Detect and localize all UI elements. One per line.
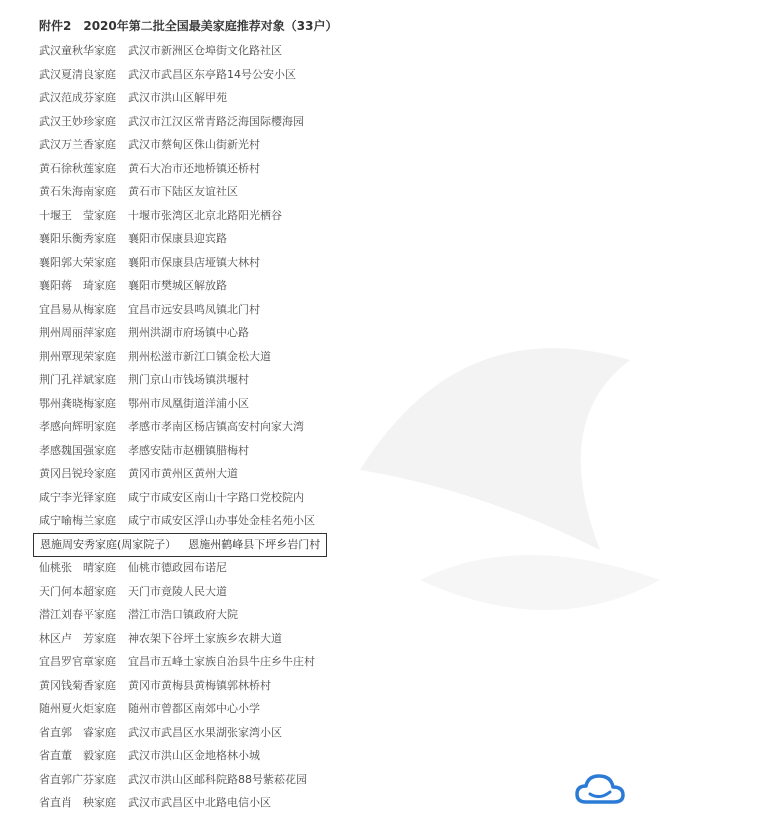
list-item (39, 321, 327, 345)
family-address: 宜昌市远安县鸣凤镇北门村 (128, 302, 260, 316)
family-address: 随州市曾都区南郊中心小学 (128, 702, 260, 715)
list-item (39, 180, 327, 204)
family-address: 荆州洪湖市府场镇中心路 (128, 326, 249, 339)
family-address: 潜江市浩口镇政府大院 (128, 608, 238, 621)
family-name: 黄石徐秋莲家庭 (39, 161, 116, 175)
family-address: 荆门京山市钱场镇洪堰村 (128, 373, 249, 386)
family-name: 林区卢 芳家庭 (39, 631, 116, 645)
background-watermark (300, 250, 720, 670)
family-name: 鄂州龚晓梅家庭 (39, 396, 116, 410)
family-address: 武汉市武昌区水果湖张家湾小区 (128, 725, 282, 739)
list-item-highlighted (39, 533, 327, 557)
list-item (39, 768, 327, 792)
cloud-icon (574, 770, 626, 810)
family-name: 黄冈钱菊香家庭 (39, 678, 116, 692)
family-name: 襄阳乐衡秀家庭 (39, 232, 116, 245)
family-address: 神农架下谷坪土家族乡农耕大道 (128, 631, 282, 645)
list-item (39, 63, 327, 87)
family-address: 仙桃市德政园布诺尼 (128, 561, 227, 574)
family-address: 天门市竟陵人民大道 (128, 584, 227, 598)
family-address: 黄石市下陆区友谊社区 (128, 185, 238, 198)
list-item (39, 368, 327, 392)
list-item (39, 415, 327, 439)
family-address: 黄冈市黄州区黄州大道 (128, 467, 238, 480)
family-address: 咸宁市咸安区南山十字路口党校院内 (128, 490, 304, 504)
list-item (39, 650, 327, 674)
family-name: 孝感魏国强家庭 (39, 443, 116, 457)
family-name: 潜江刘春平家庭 (39, 608, 116, 621)
family-name: 省直郭广芬家庭 (39, 772, 116, 786)
family-address: 武汉市洪山区邮科院路88号紫菘花园 (128, 772, 307, 786)
family-address: 襄阳市樊城区解放路 (128, 279, 227, 292)
family-address: 黄冈市黄梅县黄梅镇郭林桥村 (128, 678, 271, 692)
list-item (39, 86, 327, 110)
family-address: 鄂州市凤凰街道洋浦小区 (128, 396, 249, 410)
list-item (39, 157, 327, 181)
family-name: 宜昌易从梅家庭 (39, 302, 116, 316)
family-name: 省直董 毅家庭 (39, 749, 116, 762)
family-address: 武汉市洪山区解甲苑 (128, 91, 227, 104)
list-item (39, 580, 327, 604)
family-list (39, 39, 327, 815)
list-item (39, 204, 327, 228)
family-name: 天门何本超家庭 (39, 584, 116, 598)
list-item (39, 486, 327, 510)
list-item (39, 509, 327, 533)
family-name: 武汉王妙珍家庭 (39, 114, 116, 128)
family-name: 随州夏火炬家庭 (39, 702, 116, 715)
list-item (39, 251, 327, 275)
family-name: 襄阳蒋 琦家庭 (39, 279, 116, 292)
document-title: 附件2 2020年第二批全国最美家庭推荐对象（33户） (39, 19, 338, 33)
family-name: 仙桃张 晴家庭 (39, 561, 116, 574)
list-item (39, 227, 327, 251)
list-item (39, 133, 327, 157)
family-name: 武汉范成芬家庭 (39, 91, 116, 104)
family-address: 武汉市武昌区中北路电信小区 (128, 796, 271, 809)
family-name: 十堰王 莹家庭 (39, 208, 116, 222)
list-item (39, 462, 327, 486)
list-item (39, 274, 327, 298)
family-name: 咸宁李光铎家庭 (39, 490, 116, 504)
list-item (39, 556, 327, 580)
family-address: 武汉市洪山区金地格林小城 (128, 749, 260, 762)
family-address: 武汉市新洲区仓埠街文化路社区 (128, 44, 282, 57)
family-name: 荆门孔祥斌家庭 (39, 373, 116, 386)
family-name: 宜昌罗官章家庭 (39, 655, 116, 668)
list-item (39, 298, 327, 322)
family-name: 武汉夏清良家庭 (39, 67, 116, 81)
list-item (39, 345, 327, 369)
highlighted-entry-box (33, 533, 327, 557)
family-address: 恩施州鹤峰县下坪乡岩门村 (188, 537, 321, 551)
family-name: 襄阳郭大荣家庭 (39, 255, 116, 269)
family-name: 省直肖 秧家庭 (39, 796, 116, 809)
list-item (39, 392, 327, 416)
family-address: 荆州松滋市新江口镇金松大道 (128, 349, 271, 363)
list-item (39, 674, 327, 698)
family-name: 荆州周丽萍家庭 (39, 326, 116, 339)
family-name: 咸宁喻梅兰家庭 (39, 514, 116, 527)
family-name: 恩施周安秀家庭(周家院子） (40, 537, 177, 551)
family-address: 黄石大冶市还地桥镇还桥村 (128, 161, 260, 175)
list-item (39, 439, 327, 463)
family-address: 十堰市张湾区北京北路阳光栖谷 (128, 208, 282, 222)
list-item (39, 110, 327, 134)
family-name: 孝感向辉明家庭 (39, 420, 116, 433)
family-address: 襄阳市保康县迎宾路 (128, 232, 227, 245)
list-item (39, 791, 327, 815)
family-name: 黄冈吕锐玲家庭 (39, 467, 116, 480)
family-address: 襄阳市保康县店垭镇大林村 (128, 255, 260, 269)
list-item (39, 744, 327, 768)
list-item (39, 627, 327, 651)
list-item (39, 697, 327, 721)
family-address: 孝感市孝南区杨店镇高安村向家大湾 (128, 420, 304, 433)
family-address: 武汉市江汉区常青路泛海国际樱海园 (128, 114, 304, 128)
family-name: 省直郭 睿家庭 (39, 725, 116, 739)
family-address: 咸宁市咸安区浮山办事处金桂名苑小区 (128, 514, 315, 527)
family-address: 武汉市蔡甸区侏山街新光村 (128, 138, 260, 151)
family-address: 宜昌市五峰土家族自治县牛庄乡牛庄村 (128, 655, 315, 668)
family-name: 武汉童秋华家庭 (39, 44, 116, 57)
family-address: 孝感安陆市赵棚镇腊梅村 (128, 443, 249, 457)
family-address: 武汉市武昌区东亭路14号公安小区 (128, 67, 296, 81)
family-name: 荆州覃现荣家庭 (39, 349, 116, 363)
list-item (39, 39, 327, 63)
list-item (39, 721, 327, 745)
family-name: 武汉万兰香家庭 (39, 138, 116, 151)
family-name: 黄石朱海南家庭 (39, 185, 116, 198)
list-item (39, 603, 327, 627)
